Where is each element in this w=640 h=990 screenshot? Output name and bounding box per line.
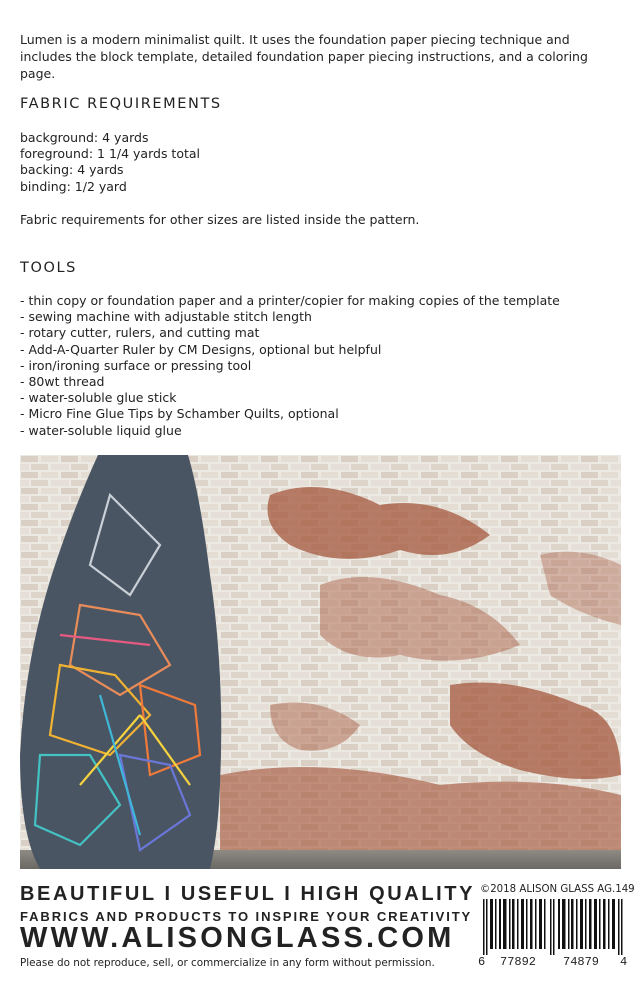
tagline: BEAUTIFUL I USEFUL I HIGH QUALITY	[20, 883, 476, 905]
list-item: - iron/ironing surface or pressing tool	[20, 357, 252, 373]
intro-paragraph: Lumen is a modern minimalist quilt. It uses the foundation paper piecing technique and includes the block template, detailed foundation paper piecing instructions, and a coloring page.	[20, 32, 588, 81]
barcode	[480, 899, 626, 955]
subtagline: FABRICS AND PRODUCTS TO INSPIRE YOUR CREATIVITY	[20, 909, 473, 924]
list-item: background: 4 yards	[20, 130, 149, 145]
fabric-requirements-list	[20, 130, 200, 195]
barcode-digit: 6	[478, 955, 486, 969]
barcode-digit: 77892	[500, 955, 537, 969]
website-url[interactable]: WWW.ALISONGLASS.COM	[20, 922, 455, 954]
fabric-requirements-heading: FABRIC REQUIREMENTS	[20, 96, 222, 112]
list-item: - Micro Fine Glue Tips by Schamber Quilts, optional	[20, 406, 339, 422]
copyright-notice: ©2018 ALISON GLASS AG.149	[480, 884, 635, 895]
barcode-digit: 74879	[563, 955, 600, 969]
tools-list	[20, 293, 560, 439]
list-item: binding: 1/2 yard	[20, 178, 127, 194]
list-item: - sewing machine with adjustable stitch length	[20, 309, 312, 325]
fabric-note: Fabric requirements for other sizes are listed inside the pattern.	[20, 212, 420, 227]
quilt-photo-illustration	[20, 455, 621, 869]
barcode-digit: 4	[620, 955, 628, 969]
list-item: - Add-A-Quarter Ruler by CM Designs, optional but helpful	[20, 341, 382, 357]
list-item: - water-soluble glue stick	[20, 390, 177, 406]
list-item: backing: 4 yards	[20, 162, 124, 178]
list-item: foreground: 1 1/4 yards total	[20, 146, 201, 162]
tools-heading: TOOLS	[20, 260, 77, 276]
list-item: - thin copy or foundation paper and a printer/copier for making copies of the template	[20, 293, 560, 308]
list-item: - 80wt thread	[20, 374, 105, 390]
list-item: - rotary cutter, rulers, and cutting mat	[20, 325, 260, 341]
list-item: - water-soluble liquid glue	[20, 422, 182, 438]
legal-notice: Please do not reproduce, sell, or commercialize in any form without permission.	[20, 957, 435, 969]
quilt-photo	[20, 455, 621, 869]
